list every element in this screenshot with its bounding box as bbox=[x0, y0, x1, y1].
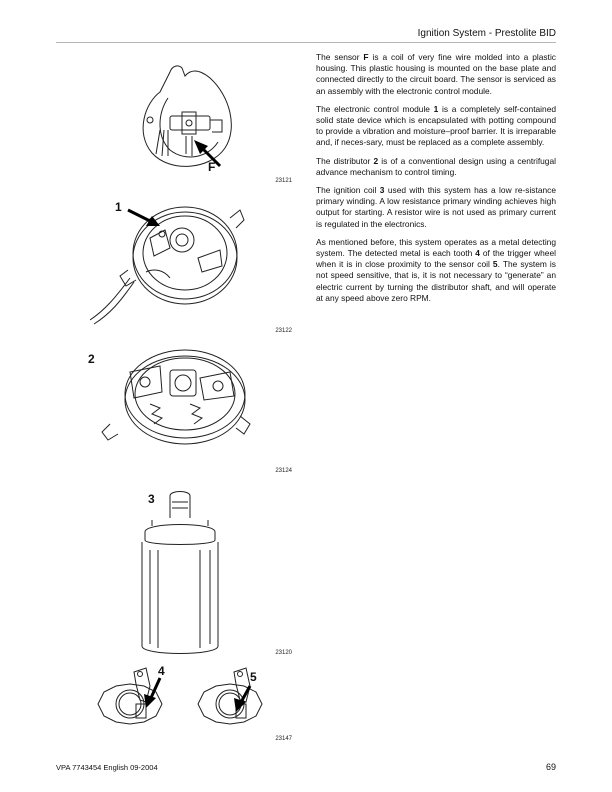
paragraph-metal-detecting: As mentioned before, this system operates as a metal detecting system. The detected metal is each tooth 4 of the trigger wheel when it is in close proximity to the sensor coil 5. The system is not speed sensitive, that is, it is not necessary to “generate” an electric current by turning the distributor shaft, and will operate at any speed above zero RPM. bbox=[316, 236, 556, 303]
figure-distributor bbox=[90, 342, 300, 476]
callout-F: F bbox=[208, 160, 216, 174]
reference-number: 5 bbox=[492, 259, 498, 270]
document-id: VPA 7743454 English 09-2004 bbox=[56, 763, 158, 772]
reference-number: 2 bbox=[373, 155, 379, 166]
reference-number: 4 bbox=[475, 248, 480, 259]
paragraph-distributor: The distributor 2 is of a conventional design using a centrifugal advance mechanism to control timing. bbox=[316, 155, 556, 177]
callout-1: 1 bbox=[115, 200, 122, 214]
figure-ignition-coil bbox=[90, 488, 300, 658]
figure-number: 23121 bbox=[275, 178, 292, 184]
reference-number: 1 bbox=[433, 103, 439, 114]
callout-4: 4 bbox=[158, 664, 165, 678]
callout-2: 2 bbox=[88, 352, 95, 366]
figure-number: 23122 bbox=[275, 328, 292, 334]
reference-number: 3 bbox=[379, 185, 385, 196]
paragraph-ignition-coil: The ignition coil 3 used with this system has a low re-sistance primary winding. A low resistance primary winding achieves high output for starting. A resistor wire is not used as primary current is regulated in the electronics. bbox=[316, 185, 556, 229]
figure-number: 23124 bbox=[275, 468, 292, 474]
running-header: Ignition System - Prestolite BID bbox=[417, 28, 556, 39]
figure-trigger-wheel bbox=[90, 664, 300, 744]
page-number: 69 bbox=[545, 762, 556, 772]
figure-control-module bbox=[90, 198, 300, 338]
callout-3: 3 bbox=[148, 492, 155, 506]
reference-number: F bbox=[363, 52, 369, 62]
figure-sensor bbox=[90, 58, 300, 188]
figure-number: 23120 bbox=[275, 650, 292, 656]
paragraph-sensor: The sensor F is a coil of very fine wire molded into a plastic housing. This plastic housing is mounted on the base plate and connected directly to the circuit board. The sensor is serviced as an assembly with the electronic control module. bbox=[316, 52, 556, 96]
paragraph-control-module: The electronic control module 1 is a completely self-contained solid state device which is encapsulated with potting compound to provide a vibration and moisture–proof barrier. It is irreparable and, if neces-sary, must be replaced as a complete assembly. bbox=[316, 103, 557, 148]
header-rule bbox=[56, 42, 556, 43]
callout-5: 5 bbox=[250, 670, 257, 684]
body-text bbox=[316, 52, 556, 311]
figure-number: 23147 bbox=[275, 736, 292, 742]
